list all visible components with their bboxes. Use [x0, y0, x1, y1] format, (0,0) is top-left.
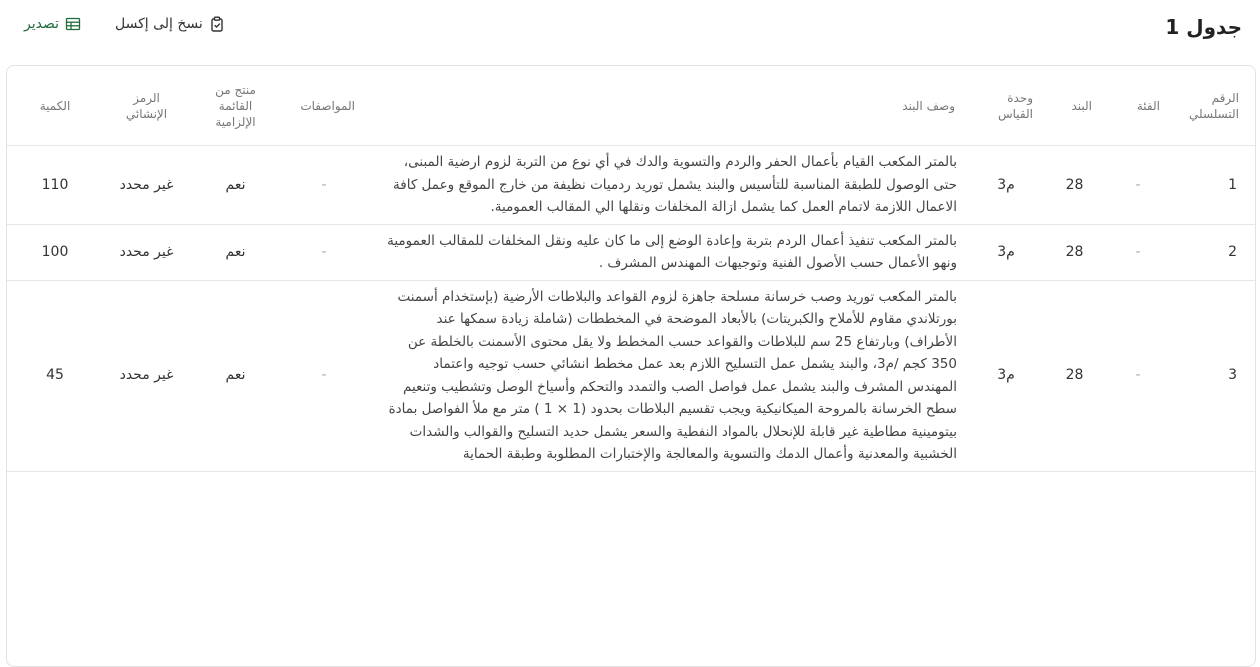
table-header-row: [7, 66, 1255, 146]
items-table: [7, 66, 1255, 472]
col-specs: المواصفات: [281, 66, 367, 146]
col-mandatory: منتج من القائمة الإلزامية: [190, 66, 281, 146]
col-description: وصف البند: [367, 66, 967, 146]
cell-code: غير محدد: [103, 224, 190, 280]
table-actions: [24, 16, 225, 32]
col-code: الرمز الإنشائي: [103, 66, 190, 146]
cell-mandatory: نعم: [190, 146, 281, 225]
col-serial: الرقم التسلسلي: [1172, 66, 1255, 146]
cell-item: 28: [1045, 224, 1104, 280]
clipboard-icon: [209, 16, 225, 32]
table-row: [7, 224, 1255, 280]
cell-qty: 100: [7, 224, 103, 280]
export-button[interactable]: [24, 16, 81, 32]
table-icon: [65, 16, 81, 32]
cell-code: غير محدد: [103, 280, 190, 471]
cell-specs: -: [281, 280, 367, 471]
col-unit: وحدة القياس: [967, 66, 1045, 146]
cell-mandatory: نعم: [190, 280, 281, 471]
copy-to-excel-label: نسخ إلى إكسل: [115, 16, 203, 32]
page-title: جدول 1: [1165, 15, 1242, 39]
cell-unit: م3: [967, 224, 1045, 280]
cell-specs: -: [281, 146, 367, 225]
toolbar: [0, 0, 1260, 60]
cell-serial: 2: [1172, 224, 1255, 280]
export-label: تصدير: [24, 16, 60, 32]
cell-specs: -: [281, 224, 367, 280]
cell-category: -: [1104, 146, 1172, 225]
cell-item: 28: [1045, 280, 1104, 471]
col-qty: الكمية: [7, 66, 103, 146]
col-category: الفئة: [1104, 66, 1172, 146]
items-table-card: [6, 65, 1256, 667]
col-item: البند: [1045, 66, 1104, 146]
cell-code: غير محدد: [103, 146, 190, 225]
cell-description: بالمتر المكعب القيام بأعمال الحفر والردم والتسوية والدك في أي نوع من التربة لزوم ارضية المبنى، حتى الوصول للطبقة المناسبة للتأسيس والبند يشمل توريد ردميات نظيفة من خارج الموقع وعمل كافة الاعمال اللازمة لاتمام العمل كما يشمل ازالة المخلفات ونقلها الي المقالب العمومية.: [367, 146, 967, 225]
cell-category: -: [1104, 224, 1172, 280]
table-row: [7, 146, 1255, 225]
cell-description: بالمتر المكعب تنفيذ أعمال الردم بتربة وإعادة الوضع إلى ما كان عليه ونقل المخلفات للمقالب العمومية ونهو الأعمال حسب الأصول الفنية وتوجيهات المهندس المشرف .: [367, 224, 967, 280]
table-row: [7, 280, 1255, 471]
cell-unit: م3: [967, 146, 1045, 225]
cell-item: 28: [1045, 146, 1104, 225]
copy-to-excel-button[interactable]: [115, 16, 225, 32]
cell-description: بالمتر المكعب توريد وصب خرسانة مسلحة جاهزة لزوم القواعد والبلاطات الأرضية (بإستخدام أسمنت بورتلاندي مقاوم للأملاح والكبريتات) بالأبعاد الموضحة في المخططات (شاملة زيادة سمكها عند الأطراف) وبارتفاع 25 سم للبلاطات والقواعد حسب المخطط ولا يقل محتوى الأسمنت بالخلطة عن 350 كجم /م3، والبند يشمل عمل التسليح اللازم بعد عمل مخطط انشائي حسب توجيه واعتماد المهندس المشرف والبند يشمل عمل فواصل الصب والتمدد والتحكم وأسياخ الوصل وتشطيب وتنعيم سطح الخرسانة بالمروحة الميكانيكية ويجب تقسيم البلاطات بحدود (1 × 1 ) متر مع ملأ الفواصل بمادة بيتومينية مطاطية غير قابلة للإنحلال بالمواد النفطية والسعر يشمل حديد التسليح والقوالب والشدات الخشبية والمعدنية وأعمال الدمك والتسوية والمعالجة والإختبارات المطلوبة وطبقة الحماية: [367, 280, 967, 471]
cell-serial: 3: [1172, 280, 1255, 471]
cell-qty: 110: [7, 146, 103, 225]
cell-serial: 1: [1172, 146, 1255, 225]
cell-qty: 45: [7, 280, 103, 471]
cell-mandatory: نعم: [190, 224, 281, 280]
cell-unit: م3: [967, 280, 1045, 471]
cell-category: -: [1104, 280, 1172, 471]
